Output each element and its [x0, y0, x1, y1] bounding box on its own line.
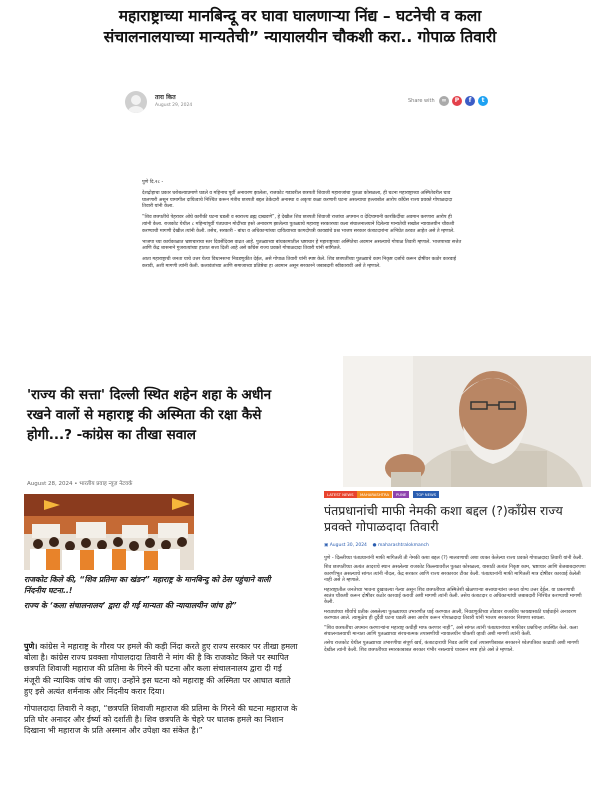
right-article-body	[324, 555, 586, 656]
pinterest-icon[interactable]: P	[452, 96, 462, 106]
user-icon: ●	[372, 543, 377, 548]
author-name[interactable]: तारा कित	[155, 94, 176, 101]
pm-photo	[343, 356, 591, 487]
left-dateline: पुणे।	[24, 642, 38, 651]
right-article-date: August 30, 2024	[329, 543, 367, 548]
link-icon[interactable]: ∞	[439, 96, 449, 106]
left-article-body	[24, 641, 299, 743]
main-dateline: पुणे दि.२८ -	[142, 180, 164, 185]
left-article-headline[interactable]: 'राज्य की सत्ता' दिल्ली स्थित शहेन शहा के अधीन रखने वालों से महाराष्ट्र की अस्मिता की रक्षा कैसे होगी...? -कांग्रेस का तीखा सवाल	[27, 387, 272, 443]
right-article-meta	[324, 543, 586, 548]
share-label: Share with	[408, 98, 435, 104]
calendar-icon: ▣	[324, 543, 329, 548]
main-paragraph: आता महाराष्ट्राची जनता याचे उत्तर येत्या विधानसभा निवडणुकीत देईल, असे गोपाळ तिवारी यांनी स्पष्ट केले. शिव छत्रपतींच्या पुतळ्याचे काम निकृष्ट दर्जाचे करून दोषींवर कठोर कारवाई करावी, अशी मागणी त्यांनी केली. कलावंतांच्या आणि समाजाच्या प्रतिष्ठेचा हा अवमान असून सरकारने जबाबदारी स्वीकारावी असे ते म्हणाले.	[142, 257, 457, 269]
left-paragraph: गोपालदादा तिवारी ने कहा, “छत्रपति शिवाजी महाराज की प्रतिमा के गिरने की घटना महाराज के प्रति घोर अनादर और ईर्ष्या को दर्शाती है। शिव छत्रपति के चेहरे पर घातक हमले का निशान दिखाना भी महाराज के प्रति अस्मान और उपेक्षा का संकेत है।”	[24, 704, 298, 736]
tag-maharashtra[interactable]: MAHARASHTRA	[357, 491, 392, 498]
main-paragraph: “शिव छत्रपतींचे पेहरावर ओघे कारीकी घटना घडली व स्वराज्य ब्रह्म दाखवणे”, हे देखील शिव छत्रपती शिवाजी राजांचा अपमान व देदिप्यमानी कारकिर्दीचा अवमान करणारा आरोप ही त्यांनी केला. राजकोट येथील ८ महिन्यांपूर्वी पंतप्रधान मोदींच्या हस्ते अनावरण झालेल्या पुतळ्याचे महाराष्ट्र सरकारच्या कला संचालनालयाने दिलेल्या मान्यतेची सखोल न्यायालयीन चौकशी करण्याची मागणी देखील त्यांनी केली. तसेच, सरकारी - बांधा व अधिकाऱ्यांच्या दायित्वाच्या कागदोपत्री कायद्यांचे प्रश्न भाजप सरकार कंत्राटदारांना अभिप्रेत ठरवत आहेत असे ते म्हणाले.	[142, 215, 455, 234]
right-paragraph: शिव छत्रपतींच्या अत्यंत आदराचे स्थान असलेल्या राजकोट किल्ल्यावरील पुतळा कोसळला, यासाठी अत्यंत निकृष्ट काम, भ्रष्टाचार आणि बेजबाबदारपणा कारणीभूत असल्याचे सांगत त्यांनी नौदल, केंद्र सरकार आणि राज्य सरकारवर टीका केली. पंतप्रधानांनी माफी मागितली मात्र दोषींवर कारवाई केलेली नाही असे ते म्हणाले.	[324, 564, 586, 584]
main-article-body	[142, 180, 462, 275]
main-paragraph: देशद्रोहाचा प्रकार घरोबल्याप्रमाणे घडले व महिनाच पूर्वी अनावरण झालेला, राजकोट गडावरील छत्रपती शिवाजी महाराजांचा पुतळा कोसळला, ही घटना महाराष्ट्राच्या अस्मितेवरील घाव घालणारी असून यामागील दायित्वाचे निश्चित करून मंत्रीच छत्रपती बद्दल ठेकेदारी अनास्था व अकृपा कळा करणारी घटना असल्याचा हल्लाबोल आरोप काँग्रेस राज्य प्रवक्ते गोपाळदादा तिवारी यांनी केला.	[142, 191, 453, 210]
protest-photo-illustration	[24, 494, 194, 570]
main-headline: महाराष्ट्राच्या मानबिन्दू वर घावा घालणाऱ्या निंद्य – घटनेची व कला संचालनालयाच्या मान्यतेची” न्यायालयीन चौकशी करा.. गोपाळ तिवारी	[103, 7, 497, 46]
left-paragraph-text: कांग्रेस ने महाराष्ट्र के गौरव पर हमले की कड़ी निंदा करते हुए राज्य सरकार पर तीखा हमला बोला है। कांग्रेस राज्य प्रवक्ता गोपालदादा तिवारी ने मांग की है कि राजकोट किले पर स्थापित छत्रपति शिवाजी महाराज की प्रतिमा के गिरने की घटना और कला संचालनालय द्वारा दी गई मंजूरी की न्यायिक जांच की जाए। उन्होंने इस घटना को महाराष्ट्र की अस्मिता पर आघात बताते हुए इसे अत्यंत शर्मनाक और निंदनीय करार दिया।	[24, 642, 298, 696]
twitter-icon[interactable]: t	[478, 96, 488, 106]
protest-photo	[24, 494, 194, 570]
left-photo-caption: राजकोट किले की, “शिव प्रतिमा का खंडन” महाराष्ट्र के मानबिन्दु को ठेस पहुंचाने वाली निंदनीय घटना..!	[24, 575, 271, 595]
author-avatar	[125, 91, 147, 113]
right-paragraph: पुणे - दिल्लीच्या पंतप्रधानांनी माफी मागितली ती नेमकी कशा बद्दल (?) मालवणाची अशा व्यक्त केलेल्या राज्य प्रवक्ते गोपाळदादा तिवारी यांनी केली.	[324, 555, 583, 561]
post-date: August 29, 2024	[155, 103, 193, 108]
left-subcaption: राज्य के ‘कला संचालनालय’ द्वारा दी गई मान्यता की न्यायालयीन जांच हो”	[24, 601, 237, 610]
left-article-meta: August 28, 2024 • भारतीय प्रवाह न्यूज़ नेटवर्क	[27, 481, 133, 487]
author-row	[125, 91, 495, 113]
right-paragraph: “शिव छत्रपतींचा अपमान करणाऱ्यांना महाराष्ट्र कधीही माफ करणार नाही”, असे सांगत त्यांनी पंतप्रधानांच्या माफीवर प्रश्नचिन्ह उपस्थित केले. कला संचालनालयाची मान्यता आणि पुतळ्याच्या संरचनात्मक तपासणीची न्यायालयीन चौकशी व्हावी अशी मागणी त्यांनी केली.	[324, 624, 578, 638]
tag-pune[interactable]: PUNE	[393, 491, 409, 498]
right-article-headline[interactable]: पंतप्रधानांची माफी नेमकी कशा बद्दल (?)कॉंग्रेस राज्य प्रवक्ते गोपाळदादा तिवारी	[324, 503, 563, 534]
left-paragraph	[24, 641, 299, 697]
facebook-icon[interactable]: f	[465, 96, 475, 106]
tag-latest-news[interactable]: LATEST NEWS	[324, 491, 357, 498]
right-paragraph: मराठ्यांच्या शौर्याचे प्रतीक असलेल्या पुतळ्याच्या उभारणीत घाई करण्यात आली, निवडणुकीच्या तोंडावर राजकीय फायद्यासाठी घाईघाईने अनावरण करण्यात आले. त्यामुळेच ही दुर्दैवी घटना घडली असा आरोप करून गोपाळदादा तिवारी यांनी भाजप सरकारवर निशाणा साधला.	[324, 608, 577, 622]
main-paragraph: भाजपा च्या कार्यकाळात भ्रष्टाचाराचा स्तर दिवसेंदिवस वाढत आहे. पुतळ्याच्या बांधकामातील भ्रष्टाचार हे महाराष्ट्राच्या अस्मितेचा अवमान असल्याचे गोपाळ तिवारी म्हणाले. भाजपाच्या सत्तेत आणि केंद्र शासनाने गुजरात्यांच्या हातात सत्ता दिली आहे असे काँग्रेस राज्य प्रवक्ते गोपाळदादा तिवारी यांनी सांगितले.	[142, 239, 462, 252]
right-paragraph: महाराष्ट्रातील जनतेच्या भावना दुखावल्या गेल्या असून शिव छत्रपतींच्या अस्मितेशी खेळणाऱ्या सत्ताधाऱ्यांना जनता योग्य उत्तर देईल. या प्रकरणाची स्वतंत्र चौकशी करून दोषींवर कठोर कारवाई करावी अशी मागणी त्यांनी केली. तसेच कंत्राटदार व अधिकाऱ्यांची जबाबदारी निश्चित करण्याची मागणी केली.	[324, 586, 582, 606]
tag-top-news[interactable]: TOP NEWS	[413, 491, 439, 498]
right-paragraph: तसेच राजकोट येथील पुतळ्याच्या उभारणीचा संपूर्ण खर्च, कंत्राटदाराची निवड आणि दर्जा तपासणीबाबत सरकारने श्वेतपत्रिका काढावी अशी मागणी देखील त्यांनी केली. शिव छत्रपतींच्या स्मारकाबाबत सरकार गंभीर नसल्याचे यावरून स्पष्ट होते असे ते म्हणाले.	[324, 640, 579, 653]
right-article-author[interactable]: maharashtralokmanch	[378, 543, 429, 548]
pm-photo-illustration	[343, 356, 591, 487]
